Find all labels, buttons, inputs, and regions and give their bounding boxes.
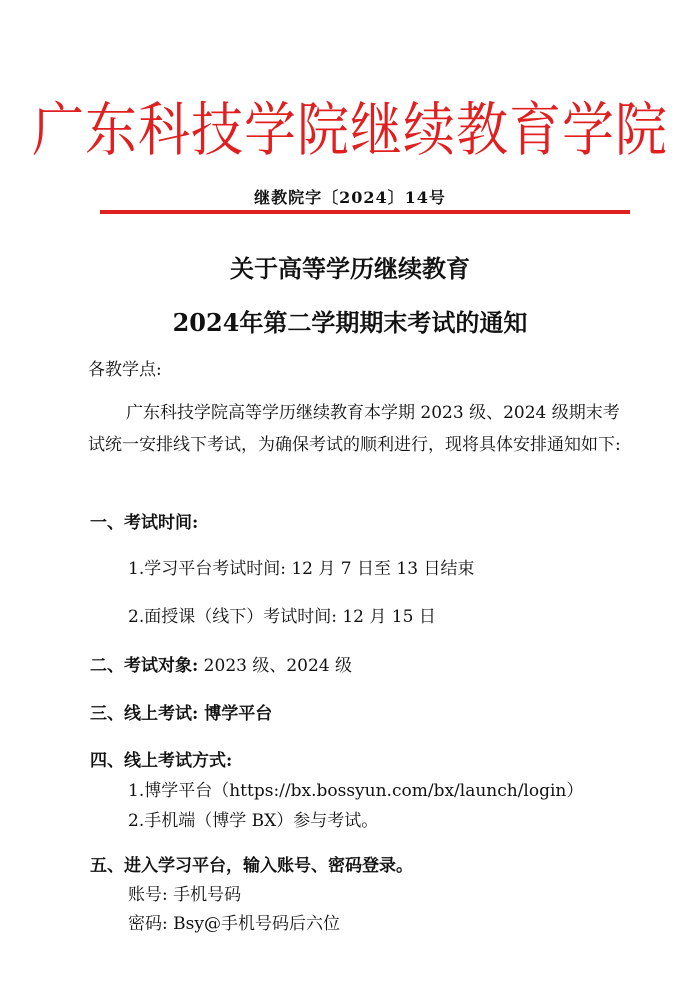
document-number: 继教院字〔2024〕14号 [254, 188, 446, 207]
section-2-heading: 二、考试对象: [90, 656, 199, 676]
section-5-item-2: 密码: Bsy@手机号码后六位 [128, 914, 340, 934]
notice-title-line2: 2024年第二学期期末考试的通知 [172, 308, 528, 337]
section-5-heading: 五、进入学习平台，输入账号、密码登录。 [90, 856, 413, 876]
notice-title-line1: 关于高等学历继续教育 [230, 254, 470, 283]
section-3-heading: 三、线上考试: 博学平台 [90, 704, 273, 724]
section-4-item-2: 2.手机端（博学 BX）参与考试。 [128, 811, 379, 831]
intro-paragraph: 广东科技学院高等学历继续教育本学期 2023 级、2024 级期末考试统一安排线下考试，为确保考试的顺利进行，现将具体安排通知如下: [88, 403, 621, 455]
institution-letterhead: 广东科技学院继续教育学院 [31, 97, 668, 165]
section-1-heading: 一、考试时间: [90, 513, 199, 533]
section-4-heading: 四、线上考试方式: [90, 751, 233, 771]
section-2-value: 2023 级、2024 级 [198, 656, 353, 676]
section-1-item-2: 2.面授课（线下）考试时间: 12 月 15 日 [128, 607, 436, 627]
section-4-item-1: 1.博学平台（https://bx.bossyun.com/bx/launch/login） [128, 781, 584, 801]
section-2 [90, 651, 352, 676]
red-divider [100, 210, 630, 214]
section-1-item-1: 1.学习平台考试时间: 12 月 7 日至 13 日结束 [128, 559, 475, 579]
section-5-item-1: 账号: 手机号码 [128, 885, 242, 905]
salutation: 各教学点: [88, 360, 162, 380]
